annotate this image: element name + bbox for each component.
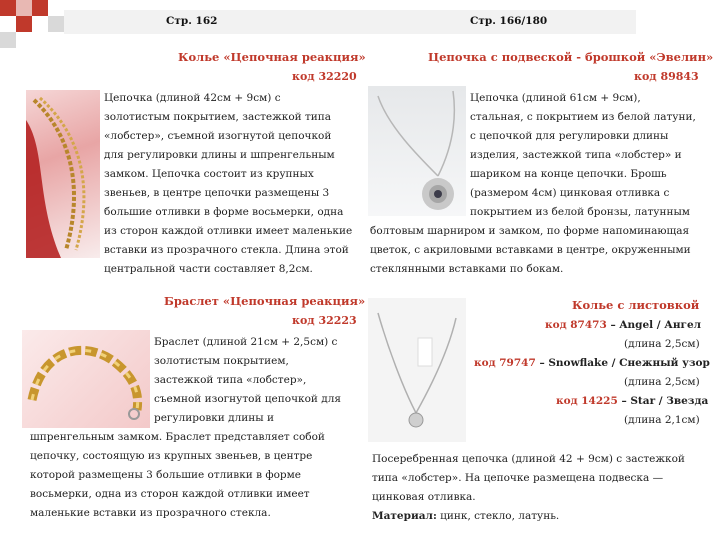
text-line: съемной изогнутой цепочкой для [154,393,341,405]
necklace-code: код 32220 [292,70,357,83]
necklace-photo [26,90,100,258]
decor-square-5 [0,32,16,48]
text-line: стальная, с покрытием из белой латуни, [470,111,696,123]
variant-size: (длина 2,5см) [624,376,700,388]
decor-square-2 [16,16,32,32]
pendant-photo [368,86,466,216]
text-line: шариком на конце цепочки. Брошь [470,168,667,180]
pendant-title: Цепочка с подвеской - брошкой «Эвелин» [428,50,714,64]
text-line: Цепочка (длиной 42см + 9см) с [104,92,281,104]
text-line: Цепочка (длиной 61см + 9см), [470,92,641,104]
bracelet-description-full [30,428,360,523]
pendant-code: код 89843 [634,70,699,83]
material-label: Материал: [372,510,437,522]
variant-angel [545,319,701,331]
text-line: центральной части составляет 8,2см. [104,263,313,275]
material-value: цинк, стекло, латунь. [436,510,560,522]
bracelet-code: код 32223 [292,314,357,327]
text-line: болтовым шарниром и замком, по форме напоминающая [370,225,690,237]
decor-square-4 [48,16,64,32]
right-page-number: Стр. 166/180 [470,15,548,27]
variant-name: – Angel / Ангел [610,319,702,331]
left-page-number: Стр. 162 [166,15,218,27]
text-line: с цепочкой для регулировки длины [470,130,669,142]
text-line: типа «лобстер». На цепочке размещена подвеска — [372,472,664,484]
text-line: цепочку, состоящую из крупных звеньев, в центре [30,450,313,462]
decor-square-1 [0,0,16,16]
bracelet-title: Браслет «Цепочная реакция» [164,294,366,308]
text-line: Посеребренная цепочка (длиной 42 + 9см) с застежкой [372,453,685,465]
decor-square-3 [32,0,48,16]
variant-name: – Star / Звезда [621,395,709,407]
variant-snowflake [474,357,710,369]
variant-star [556,395,708,407]
text-line: которой размещены 3 большие отливки в форме [30,469,302,481]
decor-square-6 [16,0,32,16]
text-line: маленькие вставки из прозрачного стекла. [30,507,271,519]
text-line: цинковая отливка. [372,491,476,503]
text-line: покрытием из белой бронзы, латунным [470,206,690,218]
leaf-necklace-photo [368,298,466,442]
variant-code: код 87473 [545,319,607,331]
text-line: звеньев, в центре цепочки размещены 3 [104,187,330,199]
leaf-necklace-description [372,450,712,526]
variant-size: (длина 2,1см) [624,414,700,426]
necklace-title: Колье «Цепочная реакция» [178,50,366,64]
material-line [372,507,712,526]
pendant-description-full [370,222,710,279]
text-line: цветок, с акриловыми вставками в центре, окруженными [370,244,691,256]
text-line: (размером 4см) цинковая отливка с [470,187,670,199]
necklace-description [104,89,354,279]
text-line: стеклянными вставками по бокам. [370,263,564,275]
text-line: большие отливки в форме восьмерки, одна [104,206,344,218]
text-line: замком. Цепочка состоит из крупных [104,168,314,180]
text-line: золотистым покрытием, застежкой типа [104,111,332,123]
header-bar [64,10,636,34]
text-line: золотистым покрытием, [154,355,289,367]
text-line: застежкой типа «лобстер», [154,374,307,386]
pendant-description-short [470,89,710,222]
text-line: Браслет (длиной 21см + 2,5см) с [154,336,338,348]
variant-size: (длина 2,5см) [624,338,700,350]
text-line: для регулировки длины и шпренгельным [104,149,335,161]
variant-name: – Snowflake / Снежный узор [539,357,710,369]
bracelet-description-short [154,333,354,428]
text-line: изделия, застежкой типа «лобстер» и [470,149,682,161]
text-line: регулировки длины и [154,412,274,424]
variant-code: код 79747 [474,357,536,369]
leaf-necklace-title: Колье с листовкой [572,298,700,312]
text-line: вставки из прозрачного стекла. Длина этой [104,244,349,256]
text-line: из сторон каждой отливки имеет маленькие [104,225,353,237]
text-line: восьмерки, одна из сторон каждой отливки имеет [30,488,310,500]
text-line: «лобстер», съемной изогнутой цепочкой [104,130,332,142]
variant-code: код 14225 [556,395,618,407]
text-line: шпренгельным замком. Браслет представляет собой [30,431,325,443]
bracelet-photo [22,330,150,428]
